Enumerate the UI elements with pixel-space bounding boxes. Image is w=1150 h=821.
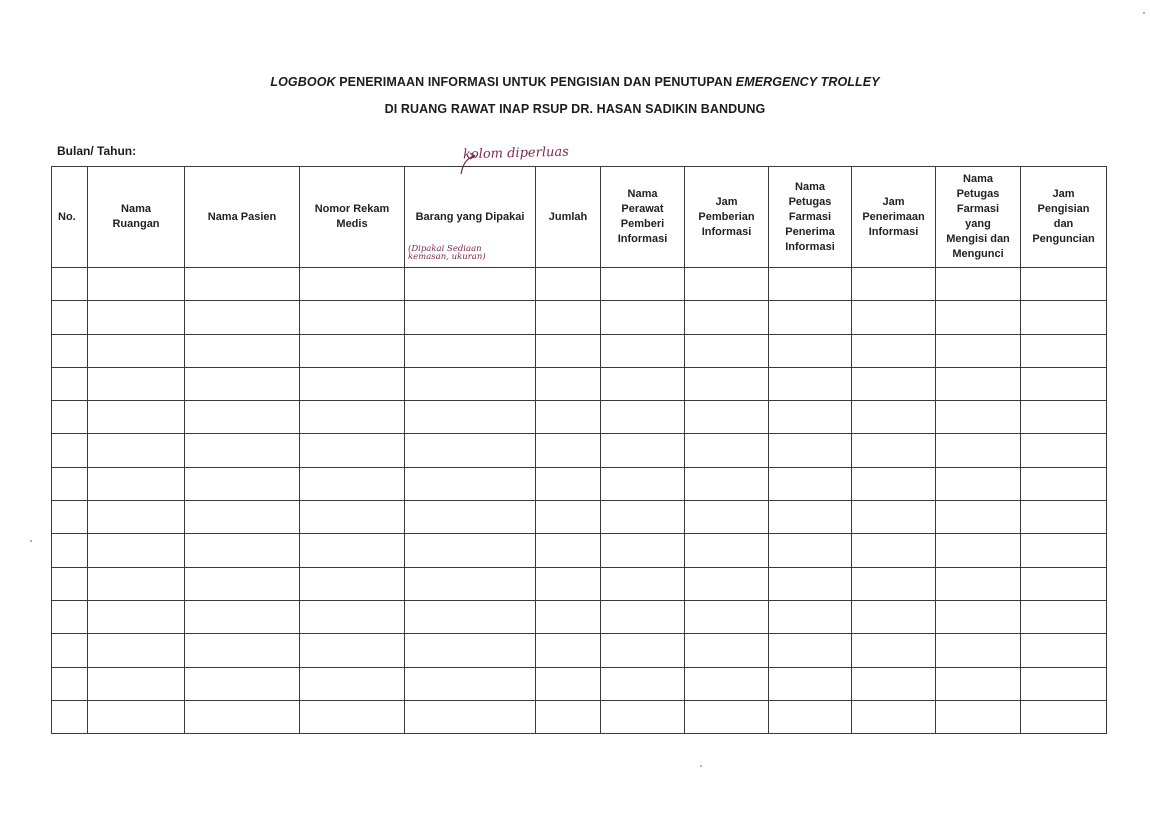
table-cell[interactable] — [769, 667, 852, 700]
table-row — [52, 600, 1107, 633]
table-cell[interactable] — [52, 501, 88, 534]
table-cell[interactable] — [769, 334, 852, 367]
table-cell[interactable] — [300, 501, 405, 534]
table-cell[interactable] — [685, 467, 769, 500]
table-cell[interactable] — [185, 700, 300, 733]
table-cell[interactable] — [685, 600, 769, 633]
table-cell[interactable] — [601, 367, 685, 400]
table-cell[interactable] — [88, 268, 185, 301]
table-cell[interactable] — [1021, 501, 1107, 534]
col-header-nama-perawat: Nama Perawat Pemberi Informasi — [601, 167, 685, 268]
table-cell[interactable] — [52, 534, 88, 567]
table-cell[interactable] — [185, 634, 300, 667]
table-cell[interactable] — [685, 434, 769, 467]
table-cell[interactable] — [936, 534, 1021, 567]
table-row — [52, 467, 1107, 500]
logbook-table — [51, 166, 1107, 734]
table-cell[interactable] — [936, 434, 1021, 467]
table-cell[interactable] — [536, 534, 601, 567]
table-cell[interactable] — [185, 567, 300, 600]
table-cell[interactable] — [52, 567, 88, 600]
table-cell[interactable] — [405, 401, 536, 434]
table-cell[interactable] — [769, 600, 852, 633]
table-cell[interactable] — [1021, 401, 1107, 434]
table-cell[interactable] — [769, 301, 852, 334]
document-subtitle: DI RUANG RAWAT INAP RSUP DR. HASAN SADIKIN BANDUNG — [384, 102, 766, 116]
table-cell[interactable] — [405, 634, 536, 667]
table-cell[interactable] — [52, 268, 88, 301]
table-cell[interactable] — [88, 401, 185, 434]
table-cell[interactable] — [1021, 467, 1107, 500]
table-cell[interactable] — [769, 467, 852, 500]
table-cell[interactable] — [769, 567, 852, 600]
table-cell[interactable] — [601, 268, 685, 301]
table-cell[interactable] — [852, 534, 936, 567]
table-row — [52, 334, 1107, 367]
table-cell[interactable] — [88, 367, 185, 400]
table-cell[interactable] — [88, 634, 185, 667]
table-cell[interactable] — [601, 467, 685, 500]
table-cell[interactable] — [769, 268, 852, 301]
col-header-jam-pengisian: Jam Pengisian dan Penguncian — [1021, 167, 1107, 268]
table-cell[interactable] — [536, 334, 601, 367]
table-cell[interactable] — [601, 334, 685, 367]
table-cell[interactable] — [52, 334, 88, 367]
table-cell[interactable] — [300, 401, 405, 434]
table-cell[interactable] — [601, 501, 685, 534]
table-cell[interactable] — [405, 567, 536, 600]
table-cell[interactable] — [936, 467, 1021, 500]
table-cell[interactable] — [685, 667, 769, 700]
table-cell[interactable] — [536, 467, 601, 500]
table-cell[interactable] — [1021, 534, 1107, 567]
table-cell[interactable] — [852, 501, 936, 534]
table-cell[interactable] — [405, 501, 536, 534]
table-cell[interactable] — [185, 334, 300, 367]
table-cell[interactable] — [300, 268, 405, 301]
table-cell[interactable] — [852, 301, 936, 334]
period-label: Bulan/ Tahun: — [57, 144, 137, 158]
table-cell[interactable] — [536, 634, 601, 667]
col-header-jumlah: Jumlah — [536, 167, 601, 268]
table-cell[interactable] — [1021, 634, 1107, 667]
table-cell[interactable] — [185, 301, 300, 334]
table-row — [52, 301, 1107, 334]
table-cell[interactable] — [88, 567, 185, 600]
table-cell[interactable] — [685, 634, 769, 667]
table-cell[interactable] — [936, 367, 1021, 400]
table-cell[interactable] — [52, 367, 88, 400]
table-cell[interactable] — [685, 334, 769, 367]
table-cell[interactable] — [852, 334, 936, 367]
table-cell[interactable] — [300, 367, 405, 400]
col-header-nama-ruangan: Nama Ruangan — [88, 167, 185, 268]
table-cell[interactable] — [936, 567, 1021, 600]
title-main: PENERIMAAN INFORMASI UNTUK PENGISIAN DAN PENUTUPAN — [339, 75, 733, 89]
table-cell[interactable] — [300, 667, 405, 700]
table-cell[interactable] — [52, 467, 88, 500]
table-cell[interactable] — [936, 401, 1021, 434]
table-cell[interactable] — [88, 501, 185, 534]
table-cell[interactable] — [185, 467, 300, 500]
table-cell[interactable] — [405, 700, 536, 733]
table-cell[interactable] — [936, 667, 1021, 700]
table-row — [52, 434, 1107, 467]
table-cell[interactable] — [769, 401, 852, 434]
table-cell[interactable] — [1021, 301, 1107, 334]
table-cell[interactable] — [601, 567, 685, 600]
table-cell[interactable] — [1021, 667, 1107, 700]
title-emergency-trolley: EMERGENCY TROLLEY — [735, 75, 880, 89]
table-cell[interactable] — [769, 367, 852, 400]
table-cell[interactable] — [88, 600, 185, 633]
col-header-nomor-rekam-medis: Nomor Rekam Medis — [300, 167, 405, 268]
table-cell[interactable] — [601, 401, 685, 434]
table-cell[interactable] — [88, 334, 185, 367]
table-cell[interactable] — [52, 434, 88, 467]
table-cell[interactable] — [936, 501, 1021, 534]
table-cell[interactable] — [685, 367, 769, 400]
table-cell[interactable] — [300, 467, 405, 500]
table-row — [52, 700, 1107, 733]
table-cell[interactable] — [405, 600, 536, 633]
table-cell[interactable] — [601, 634, 685, 667]
table-cell[interactable] — [88, 434, 185, 467]
table-row — [52, 268, 1107, 301]
table-cell[interactable] — [536, 401, 601, 434]
table-cell[interactable] — [88, 467, 185, 500]
table-cell[interactable] — [300, 301, 405, 334]
table-cell[interactable] — [936, 700, 1021, 733]
table-cell[interactable] — [852, 700, 936, 733]
table-cell[interactable] — [536, 268, 601, 301]
table-row — [52, 634, 1107, 667]
table-cell[interactable] — [769, 501, 852, 534]
table-cell[interactable] — [852, 567, 936, 600]
col-header-no: No. — [52, 167, 88, 268]
handwritten-inline-line-2: kemasan, ukuran) — [408, 252, 486, 262]
table-cell[interactable] — [88, 700, 185, 733]
table-cell[interactable] — [852, 667, 936, 700]
table-cell[interactable] — [601, 434, 685, 467]
table-cell[interactable] — [52, 401, 88, 434]
table-cell[interactable] — [185, 667, 300, 700]
table-cell[interactable] — [536, 301, 601, 334]
table-cell[interactable] — [685, 501, 769, 534]
document-title — [0, 75, 1150, 89]
table-row — [52, 667, 1107, 700]
table-cell[interactable] — [185, 501, 300, 534]
table-row — [52, 367, 1107, 400]
table-cell[interactable] — [1021, 268, 1107, 301]
table-cell[interactable] — [769, 700, 852, 733]
col-header-petugas-pengisi: Nama Petugas Farmasi yang Mengisi dan Mengunci — [936, 167, 1021, 268]
table-cell[interactable] — [536, 501, 601, 534]
col-header-jam-pemberian: Jam Pemberian Informasi — [685, 167, 769, 268]
table-cell[interactable] — [852, 600, 936, 633]
handwritten-note: kolom diperluas — [462, 144, 569, 163]
table-cell[interactable] — [185, 434, 300, 467]
table-cell[interactable] — [936, 634, 1021, 667]
handwritten-inline-line-1: (Dipakai Sediaan — [408, 244, 482, 254]
table-cell[interactable] — [300, 700, 405, 733]
table-cell[interactable] — [52, 301, 88, 334]
table-cell[interactable] — [536, 367, 601, 400]
table-cell[interactable] — [536, 600, 601, 633]
table-cell[interactable] — [405, 334, 536, 367]
table-cell[interactable] — [601, 700, 685, 733]
table-cell[interactable] — [536, 700, 601, 733]
table-cell[interactable] — [769, 634, 852, 667]
table-cell[interactable] — [1021, 600, 1107, 633]
table-row — [52, 534, 1107, 567]
table-cell[interactable] — [1021, 334, 1107, 367]
table-cell[interactable] — [52, 667, 88, 700]
table-cell[interactable] — [685, 268, 769, 301]
table-cell[interactable] — [536, 434, 601, 467]
table-cell[interactable] — [88, 534, 185, 567]
table-cell[interactable] — [936, 334, 1021, 367]
table-cell[interactable] — [185, 600, 300, 633]
table-cell[interactable] — [685, 301, 769, 334]
table-cell[interactable] — [405, 534, 536, 567]
table-cell[interactable] — [601, 534, 685, 567]
table-cell[interactable] — [685, 401, 769, 434]
table-cell[interactable] — [300, 534, 405, 567]
table-cell[interactable] — [52, 634, 88, 667]
table-cell[interactable] — [852, 268, 936, 301]
table-cell[interactable] — [936, 301, 1021, 334]
table-cell[interactable] — [536, 567, 601, 600]
table-cell[interactable] — [685, 700, 769, 733]
table-cell[interactable] — [185, 401, 300, 434]
table-cell[interactable] — [405, 268, 536, 301]
table-cell[interactable] — [601, 600, 685, 633]
table-cell[interactable] — [852, 634, 936, 667]
table-cell[interactable] — [300, 600, 405, 633]
table-body — [52, 268, 1107, 734]
table-cell[interactable] — [405, 301, 536, 334]
table-cell[interactable] — [601, 667, 685, 700]
table-cell[interactable] — [300, 434, 405, 467]
table-cell[interactable] — [300, 567, 405, 600]
table-cell[interactable] — [405, 667, 536, 700]
col-header-barang-dipakai: Barang yang Dipakai — [405, 167, 536, 268]
table-cell[interactable] — [852, 367, 936, 400]
table-cell[interactable] — [685, 567, 769, 600]
table-cell[interactable] — [685, 534, 769, 567]
table-cell[interactable] — [601, 301, 685, 334]
col-header-nama-pasien: Nama Pasien — [185, 167, 300, 268]
table-cell[interactable] — [405, 434, 536, 467]
table-row — [52, 567, 1107, 600]
table-cell[interactable] — [88, 301, 185, 334]
table-cell[interactable] — [300, 634, 405, 667]
title-logbook: LOGBOOK — [270, 75, 336, 89]
table-cell[interactable] — [769, 534, 852, 567]
table-cell[interactable] — [405, 467, 536, 500]
table-cell[interactable] — [769, 434, 852, 467]
table-cell[interactable] — [936, 268, 1021, 301]
table-header-row — [52, 167, 1107, 268]
col-header-jam-penerimaan: Jam Penerimaan Informasi — [852, 167, 936, 268]
table-cell[interactable] — [852, 434, 936, 467]
table-cell[interactable] — [405, 367, 536, 400]
table-cell[interactable] — [1021, 434, 1107, 467]
table-cell[interactable] — [1021, 700, 1107, 733]
table-cell[interactable] — [52, 700, 88, 733]
table-row — [52, 401, 1107, 434]
table-cell[interactable] — [300, 334, 405, 367]
col-header-petugas-penerima: Nama Petugas Farmasi Penerima Informasi — [769, 167, 852, 268]
table-cell[interactable] — [52, 600, 88, 633]
table-cell[interactable] — [1021, 567, 1107, 600]
table-cell[interactable] — [852, 401, 936, 434]
table-cell[interactable] — [536, 667, 601, 700]
table-cell[interactable] — [936, 600, 1021, 633]
table-cell[interactable] — [185, 534, 300, 567]
table-cell[interactable] — [185, 268, 300, 301]
table-row — [52, 501, 1107, 534]
table-cell[interactable] — [1021, 367, 1107, 400]
table-cell[interactable] — [185, 367, 300, 400]
table-cell[interactable] — [852, 467, 936, 500]
table-cell[interactable] — [88, 667, 185, 700]
